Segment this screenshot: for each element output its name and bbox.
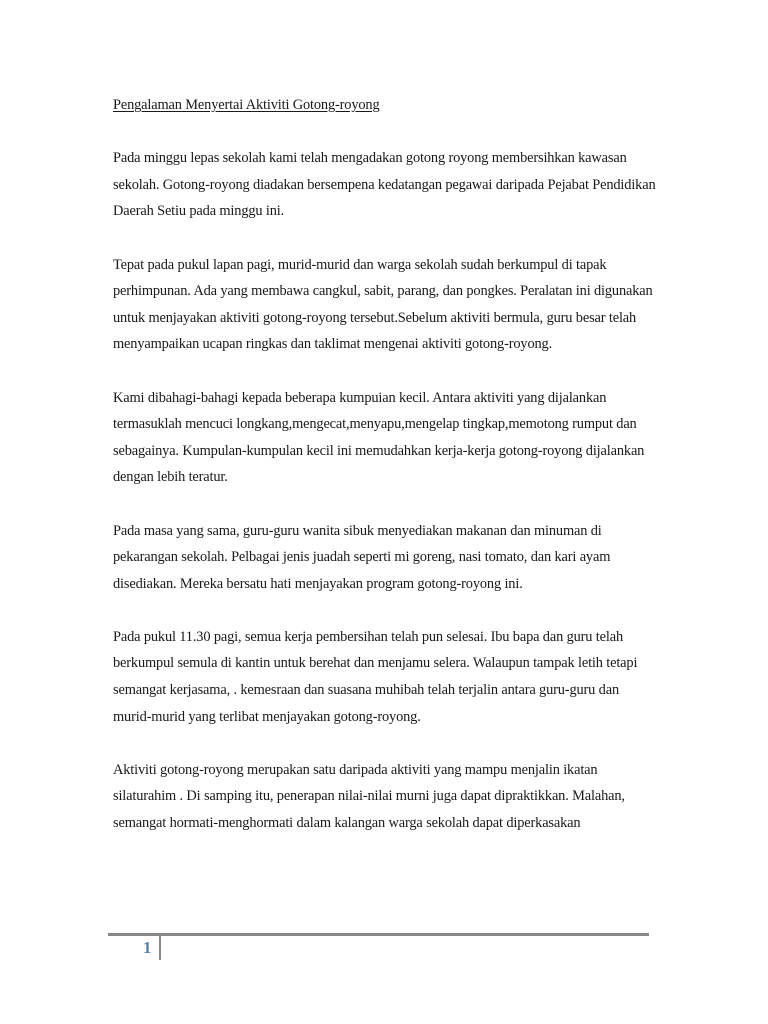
paragraph-1: Pada minggu lepas sekolah kami telah mengadakan gotong royong membersihkan kawasan sekolah. Gotong-royong diadakan bersempena kedatangan pegawai daripada Pejabat Pendidikan Daerah Setiu pada minggu ini. (113, 150, 656, 220)
footer-rule (108, 933, 649, 936)
page-number-divider (159, 935, 161, 960)
paragraph-5: Pada pukul 11.30 pagi, semua kerja pembersihan telah pun selesai. Ibu bapa dan guru telah berkumpul semula di kantin untuk berehat dan menjamu selera. Walaupun tampak letih tetapi semangat kerjasama, . kemesraan dan suasana muhibah telah terjalin antara guru-guru dan murid-murid yang terlibat menjayakan gotong-royong. (113, 628, 638, 725)
paragraph-6: Aktiviti gotong-royong merupakan satu daripada aktiviti yang mampu menjalin ikatan silaturahim . Di samping itu, penerapan nilai-nilai murni juga dapat dipraktikkan. Malahan, semangat hormati-menghormati dalam kalangan warga sekolah dapat diperkasakan (113, 761, 625, 832)
paragraph-4: Pada masa yang sama, guru-guru wanita sibuk menyediakan makanan dan minuman di pekarangan sekolah. Pelbagai jenis juadah seperti mi goreng, nasi tomato, dan kari ayam disediakan. Mereka bersatu hati menjayakan program gotong-royong ini. (113, 522, 611, 592)
document-body (113, 92, 658, 837)
paragraph-3: Kami dibahagi-bahagi kepada beberapa kumpuian kecil. Antara aktiviti yang dijalankan termasuklah mencuci longkang,mengecat,menyapu,mengelap tingkap,memotong rumput dan sebagainya. Kumpulan-kumpulan kecil ini memudahkan kerja-kerja gotong-royong dijalankan dengan lebih teratur. (113, 389, 645, 486)
document-title: Pengalaman Menyertai Aktiviti Gotong-royong (113, 97, 380, 113)
paragraph-2: Tepat pada pukul lapan pagi, murid-murid dan warga sekolah sudah berkumpul di tapak perhimpunan. Ada yang membawa cangkul, sabit, parang, dan pongkes. Peralatan ini digunakan untuk menjayakan aktiviti gotong-royong tersebut.Sebelum aktiviti bermula, guru besar telah menyampaikan ucapan ringkas dan taklimat mengenai aktiviti gotong-royong. (113, 256, 653, 353)
page-number: 1 (143, 938, 152, 957)
